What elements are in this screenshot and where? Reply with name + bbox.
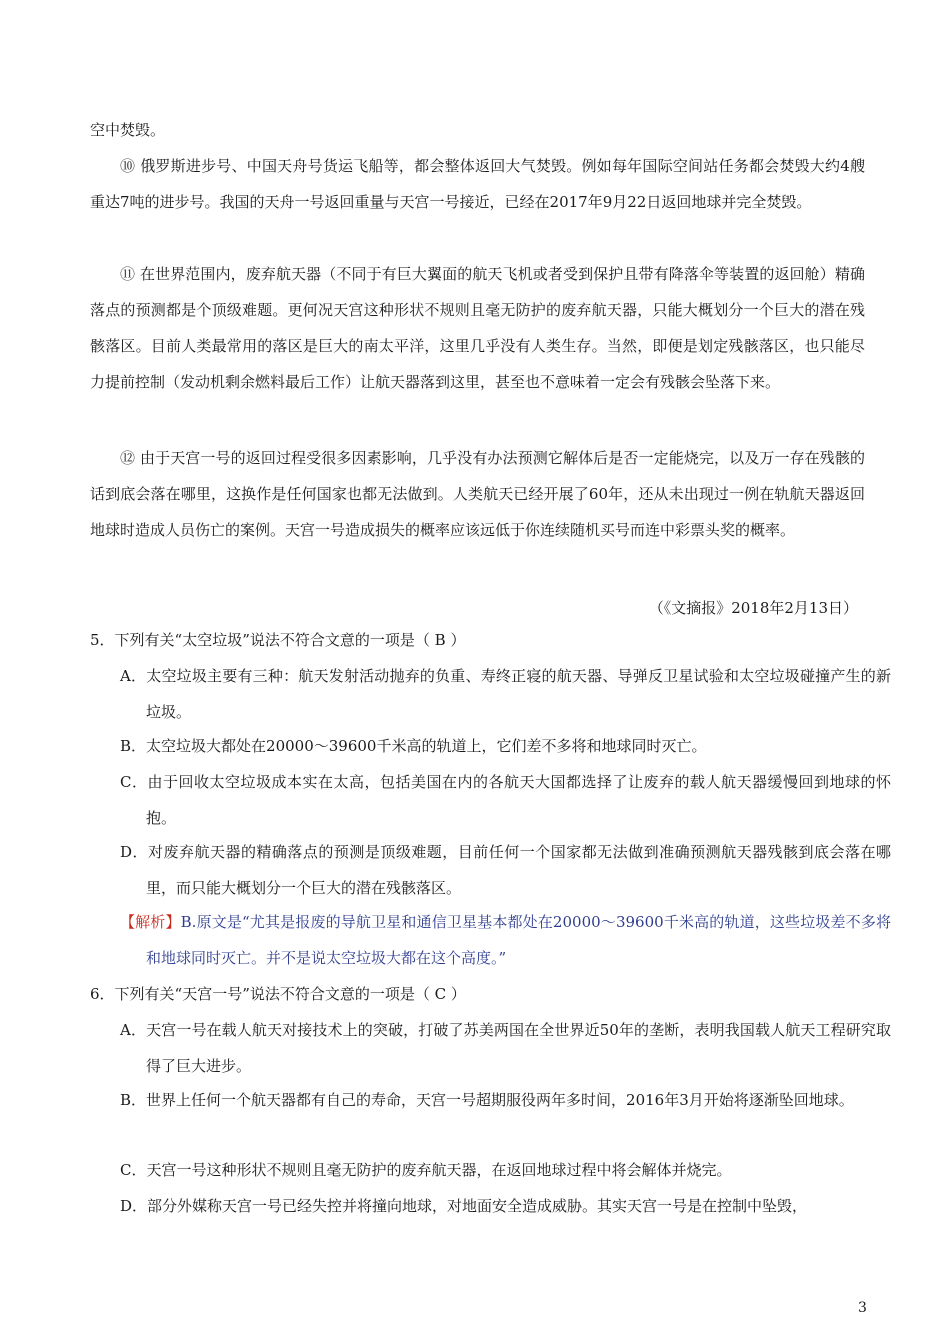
analysis-tag: 【解析】: [120, 913, 181, 931]
paragraph-continuation: 空中焚毁。: [90, 121, 166, 139]
paragraph-10: ⑩ 俄罗斯进步号、中国天舟号货运飞船等，都会整体返回大气焚毁。例如每年国际空间站任务都会焚毁大约4艘重达7吨的进步号。我国的天舟一号返回重量与天宫一号接近，已经在2017年9月22日返回地球并完全焚毁。: [90, 157, 865, 211]
analysis-text: B.原文是“尤其是报废的导航卫星和通信卫星基本都处在20000～39600千米高的轨道，这些垃圾差不多将和地球同时灭亡。并不是说太空垃圾大都在这个高度。”: [146, 913, 891, 967]
question-5-option-a: A．太空垃圾主要有三种：航天发射活动抛弃的负重、寿终正寝的航天器、导弹反卫星试验和太空垃圾碰撞产生的新垃圾。: [120, 667, 891, 721]
question-6-stem: 6．下列有关“天宫一号”说法不符合文意的一项是（ C ）: [90, 985, 466, 1003]
question-5-analysis: [120, 904, 891, 976]
question-5-option-d: D．对废弃航天器的精确落点的预测是顶级难题，目前任何一个国家都无法做到准确预测航天器残骸到底会落在哪里，而只能大概划分一个巨大的潜在残骸落区。: [120, 843, 891, 897]
question-6-option-c: C．天宫一号这种形状不规则且毫无防护的废弃航天器，在返回地球过程中将会解体并烧完。: [120, 1161, 732, 1179]
question-5-option-b: B．太空垃圾大都处在20000～39600千米高的轨道上，它们差不多将和地球同时灭亡。: [120, 737, 707, 755]
question-5-stem: 5．下列有关“太空垃圾”说法不符合文意的一项是（ B ）: [90, 631, 466, 649]
question-6-option-b: B．世界上任何一个航天器都有自己的寿命，天宫一号超期服役两年多时间，2016年3月开始将逐渐坠回地球。: [120, 1091, 854, 1109]
question-5-option-c: C．由于回收太空垃圾成本实在太高，包括美国在内的各航天大国都选择了让废弃的载人航天器缓慢回到地球的怀抱。: [120, 773, 891, 827]
paragraph-11: ⑪ 在世界范围内，废弃航天器（不同于有巨大翼面的航天飞机或者受到保护且带有降落伞等装置的返回舱）精确落点的预测都是个顶级难题。更何况天宫这种形状不规则且毫无防护的废弃航天器，只能大概划分一个巨大的潜在残骸落区。目前人类最常用的落区是巨大的南太平洋，这里几乎没有人类生存。当然，即便是划定残骸落区，也只能尽力提前控制（发动机剩余燃料最后工作）让航天器落到这里，甚至也不意味着一定会有残骸会坠落下来。: [90, 265, 865, 391]
article-source: （《文摘报》2018年2月13日）: [648, 599, 858, 617]
page-number: 3: [858, 1300, 867, 1316]
paragraph-12: ⑫ 由于天宫一号的返回过程受很多因素影响，几乎没有办法预测它解体后是否一定能烧完，以及万一存在残骸的话到底会落在哪里，这换作是任何国家也都无法做到。人类航天已经开展了60年，还从未出现过一例在轨航天器返回地球时造成人员伤亡的案例。天宫一号造成损失的概率应该远低于你连续随机买号而连中彩票头奖的概率。: [90, 449, 865, 539]
question-6-option-d: D．部分外媒称天宫一号已经失控并将撞向地球，对地面安全造成威胁。其实天宫一号是在控制中坠毁，: [120, 1197, 808, 1215]
question-6-option-a: A．天宫一号在载人航天对接技术上的突破，打破了苏美两国在全世界近50年的垄断，表明我国载人航天工程研究取得了巨大进步。: [120, 1021, 891, 1075]
